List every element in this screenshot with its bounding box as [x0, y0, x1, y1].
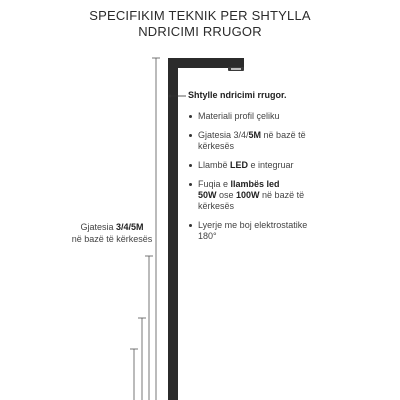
title-line-2: NDRICIMI RRUGOR: [138, 24, 262, 39]
height-label-line-2: në bazë të kërkesës: [71, 234, 153, 244]
led-lens: [231, 68, 241, 70]
height-label-line-1: Gjatesia 3/4/5M: [80, 222, 144, 232]
height-label: [60, 221, 164, 245]
height-value: 3/4/5M: [116, 222, 144, 232]
spec-list: [188, 90, 328, 250]
title-line-1: SPECIFIKIM TEKNIK PER SHTYLLA: [89, 8, 311, 23]
pole-shaft: [168, 58, 178, 400]
dimension-line-medium: [145, 256, 153, 400]
pointer-label: Shtylle ndricimi rrugor.: [188, 90, 287, 100]
dimension-line-shortest: [130, 349, 138, 400]
pole-arm: [168, 58, 244, 68]
spec-item-material: Materiali profil çeliku: [188, 111, 328, 122]
dimension-line-short: [138, 318, 146, 400]
spec-item-led: Llambë LED e integruar: [188, 160, 328, 171]
spec-item-power: Fuqia e llambës led 50W ose 100W në bazë të kërkesës: [188, 179, 328, 212]
spec-item-coating: Lyerje me boj elektrostatike 180°: [188, 220, 328, 242]
spec-item-height: Gjatesia 3/4/5M në bazë të kërkesës: [188, 130, 328, 152]
